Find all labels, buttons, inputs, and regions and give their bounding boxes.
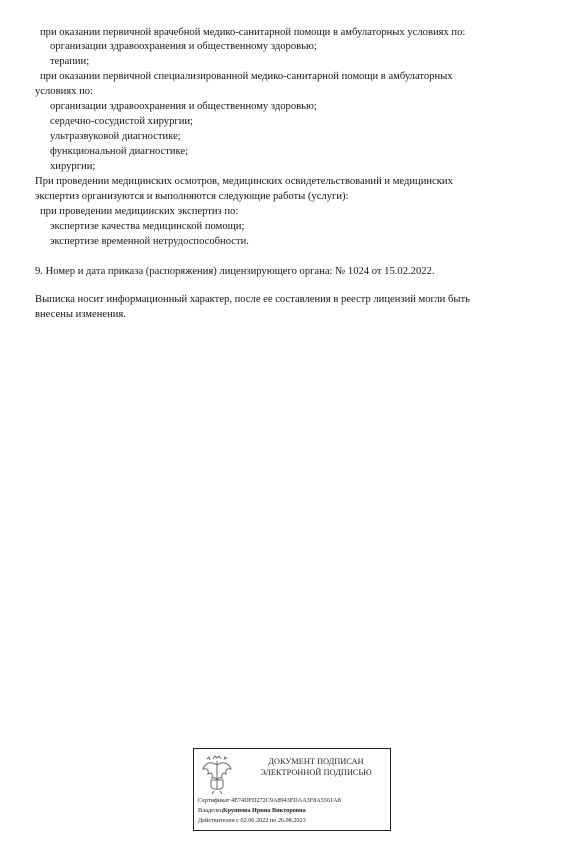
stamp-title-line2: ЭЛЕКТРОННОЙ ПОДПИСЬЮ	[260, 767, 372, 777]
owner-row	[198, 807, 306, 815]
text-line: экспертизе качества медицинской помощи;	[50, 221, 245, 232]
text-line: сердечно-сосудистой хирургии;	[50, 116, 194, 127]
certificate-row	[198, 797, 341, 805]
signature-stamp	[193, 748, 391, 831]
license-order-line: 9. Номер и дата приказа (распоряжения) лицензирующего органа: № 1024 от 15.02.2022.	[35, 266, 435, 277]
text-line: ультразвуковой диагностике;	[50, 131, 181, 142]
stamp-title-line1: ДОКУМЕНТ ПОДПИСАН	[268, 757, 364, 766]
text-line: при оказании первичной специализированной медико-санитарной помощи в амбулаторных	[40, 71, 453, 82]
text-line: организации здравоохранения и общественному здоровью;	[50, 41, 317, 52]
stamp-title	[244, 757, 388, 778]
owner-value: Крупнова Ирина Викторовна	[223, 807, 306, 814]
text-line: функциональной диагностике;	[50, 146, 189, 157]
text-line: экспертизе временной нетрудоспособности.	[50, 236, 249, 247]
coat-of-arms-icon	[199, 755, 235, 795]
text-line: При проведении медицинских осмотров, медицинских освидетельствований и медицинских	[35, 176, 453, 187]
text-line: терапии;	[50, 56, 90, 67]
text-line: при оказании первичной врачебной медико-санитарной помощи в амбулаторных условиях по:	[40, 27, 466, 38]
certificate-value: 4E74DFD272C9A8943FDAA3F8A5561A8	[231, 797, 341, 804]
validity-row: Действителен с 02.06.2022 по 26.08.2023	[198, 817, 306, 824]
owner-label: Владелец	[198, 807, 224, 814]
certificate-label: Сертификат	[198, 797, 230, 804]
text-line: условиях по:	[35, 86, 93, 97]
text-line: экспертиз организуются и выполняются следующие работы (услуги):	[35, 191, 349, 202]
text-line: организации здравоохранения и общественному здоровью;	[50, 101, 317, 112]
text-line: при проведении медицинских экспертиз по:	[40, 206, 239, 217]
text-line: хирургии;	[50, 161, 96, 172]
disclaimer-line: Выписка носит информационный характер, после ее составления в реестр лицензий могли быть	[35, 294, 470, 305]
disclaimer-line: внесены изменения.	[35, 309, 126, 320]
